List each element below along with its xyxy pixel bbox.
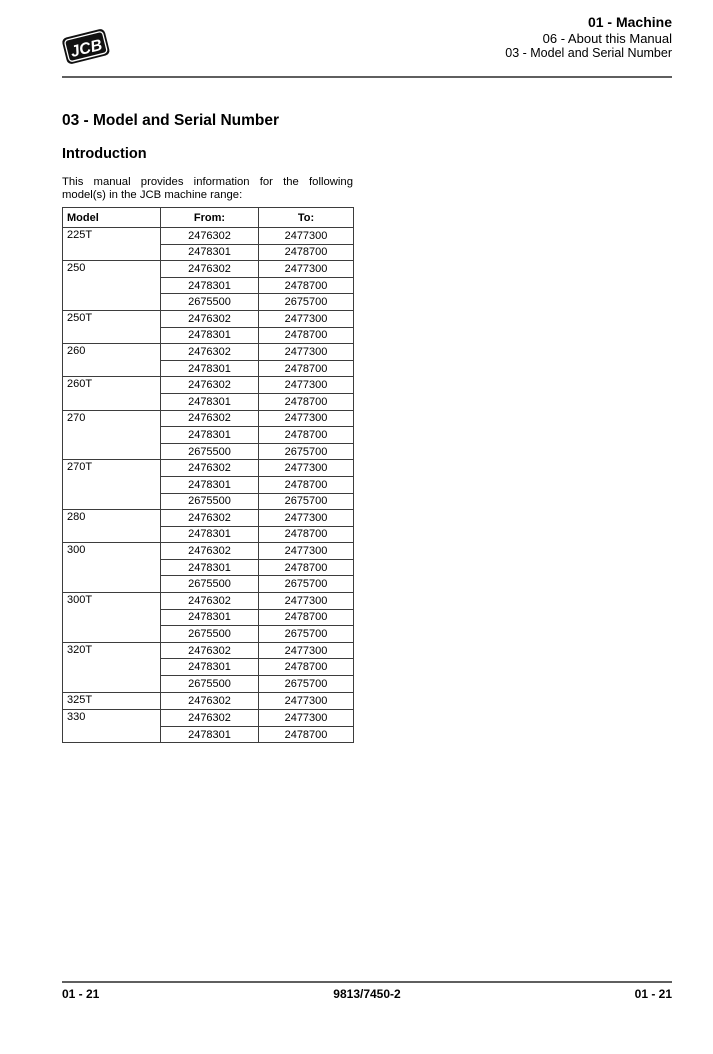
table-row xyxy=(63,344,354,361)
serial-to-cell: 2477300 xyxy=(259,460,354,477)
serial-to-cell: 2477300 xyxy=(259,261,354,278)
serial-from-cell: 2476302 xyxy=(161,460,259,477)
section-heading-introduction: Introduction xyxy=(62,146,147,162)
serial-from-cell: 2478301 xyxy=(161,659,259,676)
breadcrumb-chapter: 01 - Machine xyxy=(587,14,672,30)
serial-to-cell: 2477300 xyxy=(259,344,354,361)
serial-to-cell: 2477300 xyxy=(259,228,354,245)
serial-from-cell: 2478301 xyxy=(161,726,259,743)
model-cell: 300T xyxy=(63,593,161,643)
serial-to-cell: 2477300 xyxy=(259,510,354,527)
serial-from-cell: 2478301 xyxy=(161,476,259,493)
table-row xyxy=(63,410,354,427)
column-header-model: Model xyxy=(63,208,161,228)
table-row xyxy=(63,510,354,527)
svg-text:JCB: JCB xyxy=(68,36,105,62)
header-divider xyxy=(62,76,672,78)
serial-to-cell: 2478700 xyxy=(259,659,354,676)
serial-from-cell: 2478301 xyxy=(161,244,259,261)
serial-from-cell: 2478301 xyxy=(161,427,259,444)
serial-to-cell: 2477300 xyxy=(259,692,354,710)
model-cell: 250T xyxy=(63,310,161,343)
serial-from-cell: 2476302 xyxy=(161,377,259,394)
footer-page-number-left: 01 - 21 xyxy=(62,987,100,1001)
model-cell: 300 xyxy=(63,543,161,593)
serial-to-cell: 2477300 xyxy=(259,710,354,727)
footer-publication-number: 9813/7450-2 xyxy=(333,987,401,1001)
column-header-from: From: xyxy=(161,208,259,228)
table-header-row xyxy=(63,208,354,228)
serial-from-cell: 2478301 xyxy=(161,327,259,344)
serial-from-cell: 2476302 xyxy=(161,410,259,427)
serial-to-cell: 2675700 xyxy=(259,576,354,593)
column-header-to: To: xyxy=(259,208,354,228)
serial-from-cell: 2478301 xyxy=(161,526,259,543)
serial-to-cell: 2478700 xyxy=(259,277,354,294)
table-row xyxy=(63,692,354,710)
serial-from-cell: 2476302 xyxy=(161,642,259,659)
serial-to-cell: 2478700 xyxy=(259,393,354,410)
model-cell: 225T xyxy=(63,228,161,261)
intro-paragraph: This manual provides information for the following model(s) in the JCB machine range: xyxy=(62,176,353,201)
serial-from-cell: 2675500 xyxy=(161,493,259,510)
serial-from-cell: 2476302 xyxy=(161,510,259,527)
serial-from-cell: 2675500 xyxy=(161,676,259,693)
model-serial-number-table xyxy=(62,207,354,743)
table-row xyxy=(63,642,354,659)
serial-from-cell: 2476302 xyxy=(161,310,259,327)
serial-from-cell: 2476302 xyxy=(161,593,259,610)
table-row xyxy=(63,261,354,278)
serial-from-cell: 2478301 xyxy=(161,393,259,410)
serial-to-cell: 2478700 xyxy=(259,244,354,261)
serial-from-cell: 2476302 xyxy=(161,692,259,710)
serial-from-cell: 2478301 xyxy=(161,609,259,626)
footer-page-number-right: 01 - 21 xyxy=(634,987,672,1001)
serial-to-cell: 2478700 xyxy=(259,526,354,543)
table-row xyxy=(63,310,354,327)
serial-to-cell: 2478700 xyxy=(259,726,354,743)
serial-to-cell: 2477300 xyxy=(259,593,354,610)
serial-to-cell: 2477300 xyxy=(259,310,354,327)
serial-to-cell: 2675700 xyxy=(259,443,354,460)
serial-to-cell: 2478700 xyxy=(259,427,354,444)
breadcrumb-subsection: 03 - Model and Serial Number xyxy=(505,46,672,60)
serial-to-cell: 2477300 xyxy=(259,377,354,394)
serial-from-cell: 2675500 xyxy=(161,294,259,311)
jcb-logo-icon xyxy=(60,24,112,70)
model-cell: 330 xyxy=(63,710,161,743)
serial-from-cell: 2675500 xyxy=(161,443,259,460)
serial-to-cell: 2478700 xyxy=(259,360,354,377)
table-row xyxy=(63,543,354,560)
page-title: 03 - Model and Serial Number xyxy=(62,112,280,129)
model-cell: 250 xyxy=(63,261,161,311)
serial-from-cell: 2478301 xyxy=(161,360,259,377)
serial-from-cell: 2476302 xyxy=(161,228,259,245)
breadcrumb-section: 06 - About this Manual xyxy=(542,31,672,46)
serial-from-cell: 2478301 xyxy=(161,277,259,294)
serial-to-cell: 2675700 xyxy=(259,493,354,510)
serial-from-cell: 2476302 xyxy=(161,261,259,278)
model-cell: 260T xyxy=(63,377,161,410)
footer-divider xyxy=(62,981,672,983)
serial-to-cell: 2675700 xyxy=(259,676,354,693)
table-row xyxy=(63,228,354,245)
table-row xyxy=(63,377,354,394)
jcb-logo xyxy=(60,24,112,70)
serial-to-cell: 2477300 xyxy=(259,642,354,659)
serial-from-cell: 2476302 xyxy=(161,543,259,560)
serial-from-cell: 2478301 xyxy=(161,559,259,576)
serial-to-cell: 2675700 xyxy=(259,626,354,643)
serial-to-cell: 2478700 xyxy=(259,609,354,626)
table-body xyxy=(63,228,354,743)
serial-to-cell: 2477300 xyxy=(259,543,354,560)
table-row xyxy=(63,593,354,610)
page-header-breadcrumbs xyxy=(505,13,672,61)
serial-from-cell: 2476302 xyxy=(161,344,259,361)
table-row xyxy=(63,460,354,477)
model-cell: 320T xyxy=(63,642,161,692)
model-cell: 325T xyxy=(63,692,161,710)
model-cell: 270T xyxy=(63,460,161,510)
serial-from-cell: 2675500 xyxy=(161,626,259,643)
serial-to-cell: 2675700 xyxy=(259,294,354,311)
model-cell: 280 xyxy=(63,510,161,543)
model-cell: 260 xyxy=(63,344,161,377)
serial-to-cell: 2478700 xyxy=(259,559,354,576)
serial-from-cell: 2675500 xyxy=(161,576,259,593)
serial-to-cell: 2478700 xyxy=(259,327,354,344)
serial-to-cell: 2478700 xyxy=(259,476,354,493)
table-row xyxy=(63,710,354,727)
model-cell: 270 xyxy=(63,410,161,460)
serial-to-cell: 2477300 xyxy=(259,410,354,427)
serial-from-cell: 2476302 xyxy=(161,710,259,727)
